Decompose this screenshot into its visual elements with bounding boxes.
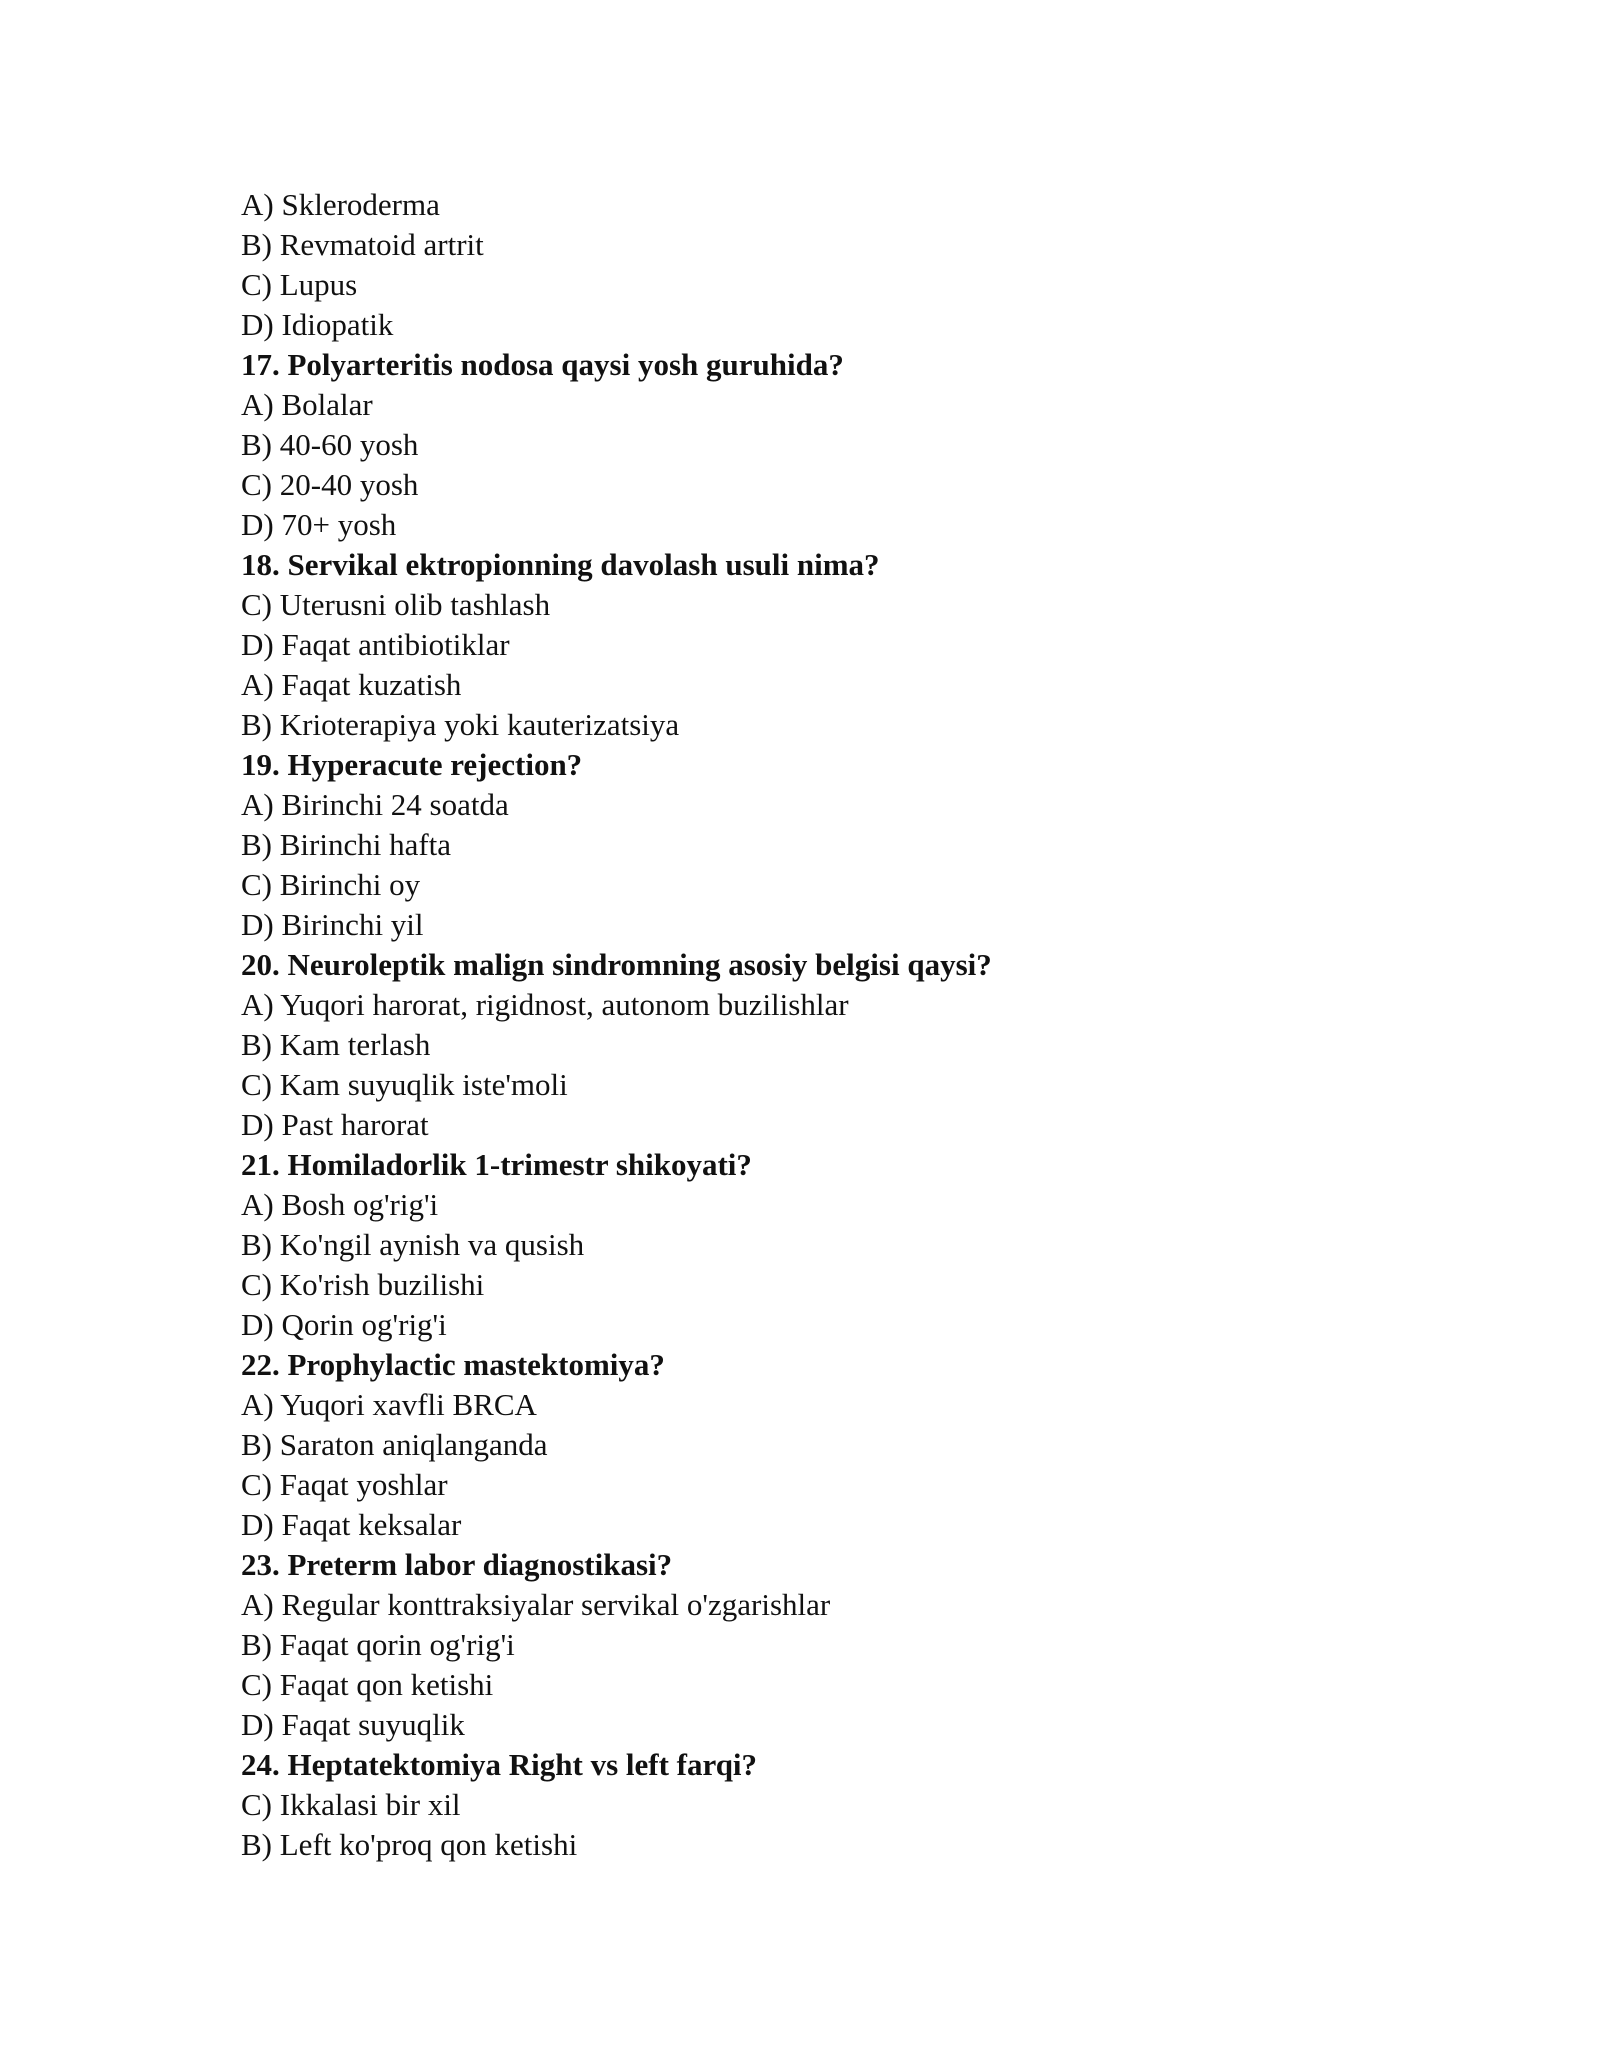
answer-option: B) Birinchi hafta <box>241 827 452 862</box>
answer-option: D) Qorin og'rig'i <box>241 1307 447 1342</box>
answer-option: D) Faqat suyuqlik <box>241 1707 465 1742</box>
answer-option: A) Yuqori xavfli BRCA <box>241 1387 537 1422</box>
answer-option: D) Birinchi yil <box>241 907 424 942</box>
answer-option: A) Birinchi 24 soatda <box>241 787 509 822</box>
answer-option: A) Faqat kuzatish <box>241 667 462 702</box>
answer-option: B) 40-60 yosh <box>241 427 419 462</box>
answer-option: C) Lupus <box>241 267 358 302</box>
answer-option: C) Ikkalasi bir xil <box>241 1787 461 1822</box>
answer-option: A) Bosh og'rig'i <box>241 1187 439 1222</box>
answer-option: D) 70+ yosh <box>241 507 397 542</box>
answer-option: D) Faqat antibiotiklar <box>241 627 510 662</box>
question-heading: 20. Neuroleptik malign sindromning asosiy belgisi qaysi? <box>241 947 992 982</box>
answer-option: C) Birinchi oy <box>241 867 421 902</box>
answer-option: A) Bolalar <box>241 387 373 422</box>
answer-option: B) Kam terlash <box>241 1027 431 1062</box>
answer-option: A) Skleroderma <box>241 187 440 222</box>
answer-option: C) Faqat qon ketishi <box>241 1667 494 1702</box>
question-heading: 18. Servikal ektropionning davolash usuli nima? <box>241 547 880 582</box>
answer-option: C) Kam suyuqlik iste'moli <box>241 1067 568 1102</box>
answer-option: C) Faqat yoshlar <box>241 1467 448 1502</box>
question-heading: 23. Preterm labor diagnostikasi? <box>241 1547 673 1582</box>
answer-option: B) Krioterapiya yoki kauterizatsiya <box>241 707 680 742</box>
question-list <box>241 185 1441 1865</box>
answer-option: D) Past harorat <box>241 1107 429 1142</box>
answer-option: C) Uterusni olib tashlash <box>241 587 551 622</box>
answer-option: D) Idiopatik <box>241 307 394 342</box>
answer-option: B) Saraton aniqlanganda <box>241 1427 548 1462</box>
question-heading: 21. Homiladorlik 1-trimestr shikoyati? <box>241 1147 752 1182</box>
answer-option: B) Faqat qorin og'rig'i <box>241 1627 515 1662</box>
question-heading: 17. Polyarteritis nodosa qaysi yosh guruhida? <box>241 347 844 382</box>
question-heading: 22. Prophylactic mastektomiya? <box>241 1347 665 1382</box>
answer-option: B) Left ko'proq qon ketishi <box>241 1827 578 1862</box>
question-heading: 19. Hyperacute rejection? <box>241 747 583 782</box>
answer-option: B) Revmatoid artrit <box>241 227 484 262</box>
answer-option: B) Ko'ngil aynish va qusish <box>241 1227 585 1262</box>
answer-option: C) Ko'rish buzilishi <box>241 1267 485 1302</box>
answer-option: A) Yuqori harorat, rigidnost, autonom buzilishlar <box>241 987 849 1022</box>
question-heading: 24. Heptatektomiya Right vs left farqi? <box>241 1747 758 1782</box>
answer-option: D) Faqat keksalar <box>241 1507 462 1542</box>
answer-option: C) 20-40 yosh <box>241 467 419 502</box>
answer-option: A) Regular konttraksiyalar servikal o'zgarishlar <box>241 1587 831 1622</box>
